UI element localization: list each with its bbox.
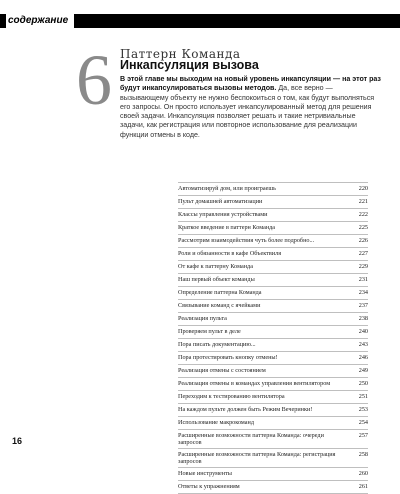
toc-entry [178,273,368,286]
chapter-number: 6 [76,40,112,120]
toc-entry-page: 257 [358,432,368,439]
toc-entry [178,480,368,494]
toc-entry-page: 227 [358,250,368,257]
toc-entry-page: 240 [358,328,368,335]
toc-entry-page: 246 [358,354,368,361]
toc-entry [178,338,368,351]
toc-entry-title: Пора протестировать кнопку отмены! [178,354,278,361]
toc-entry-title: Пульт домашней автоматизации [178,198,263,205]
toc-entry-page: 225 [358,224,368,231]
toc-entry-page: 243 [358,341,368,348]
toc-entry-title: Расширенные возможности паттерна Команда: очереди запросов [178,432,324,447]
toc-entry-title: Классы управления устройствами [178,211,268,218]
toc-entry-title: Наш первый объект команды [178,276,255,283]
toc-entry [178,221,368,234]
toc-entry-title: Переходим к тестированию вентилятора [178,393,285,400]
toc-entry [178,312,368,325]
toc-entry [178,182,368,195]
toc-entry-title: Реализация пульта [178,315,227,322]
toc-entry [178,416,368,429]
toc-entry-page: 250 [358,380,368,387]
toc-entry-title: Расширенные возможности паттерна Команда: регистрация запросов [178,451,336,466]
toc-entry [178,377,368,390]
toc-entry-page: 229 [358,263,368,270]
toc-entry [178,364,368,377]
toc-entry-page: 234 [358,289,368,296]
toc-entry [178,299,368,312]
toc-entry [178,467,368,480]
toc-entry [178,429,368,448]
pattern-name: Паттерн Команда [120,47,241,61]
toc-entry [178,286,368,299]
toc-entry-title: Использование макрокоманд [178,419,255,426]
table-of-contents [178,182,368,494]
toc-entry [178,208,368,221]
toc-entry [178,403,368,416]
toc-entry [178,234,368,247]
intro-body: Да, все верно — вызывающему объекту не нужно беспокоиться о том, как будут выполняться его запросы. Он просто использует инкапсулированный метод для решения своей задачи. Инкапсуляция позволяет решать и такие нетривиальные задачи, как регистрация или повторное использование для реализации функции отмены в коде. [120,84,375,139]
toc-entry-title: Определение паттерна Команда [178,289,262,296]
toc-entry-title: Проверяем пульт в деле [178,328,241,335]
toc-entry-page: 254 [358,419,368,426]
header-bar [0,14,400,28]
toc-entry [178,260,368,273]
toc-entry-title: Связывание команд с ячейками [178,302,261,309]
toc-entry-page: 237 [358,302,368,309]
chapter-title: Инкапсуляция вызова [120,58,259,72]
toc-entry-title: Новые инструменты [178,470,232,477]
toc-entry-title: На каждом пульте должен быть Режим Вечеринки! [178,406,313,413]
toc-entry [178,351,368,364]
toc-entry-title: Реализация отмены в командах управления вентилятором [178,380,331,387]
toc-entry [178,325,368,338]
toc-entry-page: 238 [358,315,368,322]
toc-entry-title: Автоматизируй дом, или проиграешь [178,185,276,192]
toc-entry-page: 231 [358,276,368,283]
toc-entry [178,390,368,403]
intro-lead: В этой главе мы выходим на новый уровень инкапсуляции — на этот раз будут инкапсулироваться вызовы методов. [120,75,381,93]
chapter-intro [120,75,382,140]
toc-entry-page: 221 [358,198,368,205]
toc-entry [178,448,368,467]
toc-entry-page: 222 [358,211,368,218]
toc-entry-page: 251 [358,393,368,400]
toc-entry-title: Краткое введение в паттерн Команда [178,224,276,231]
toc-entry-page: 261 [358,483,368,490]
toc-entry-title: Пора писать документацию... [178,341,256,348]
toc-entry-title: Реализация отмены с состоянием [178,367,266,374]
toc-entry [178,247,368,260]
section-label: содержание [6,14,74,28]
toc-entry-page: 226 [358,237,368,244]
toc-entry-title: Роли и обязанности в кафе Объектвиля [178,250,282,257]
toc-entry-page: 220 [358,185,368,192]
toc-entry-page: 253 [358,406,368,413]
toc-entry-page: 260 [358,470,368,477]
toc-entry-title: Рассмотрим взаимодействия чуть более подробно... [178,237,315,244]
toc-entry-title: Ответы к упражнениям [178,483,240,490]
toc-entry [178,195,368,208]
toc-entry-page: 258 [358,451,368,458]
page-number: 16 [12,436,23,446]
toc-entry-page: 249 [358,367,368,374]
toc-entry-title: От кафе к паттерну Команда [178,263,253,270]
